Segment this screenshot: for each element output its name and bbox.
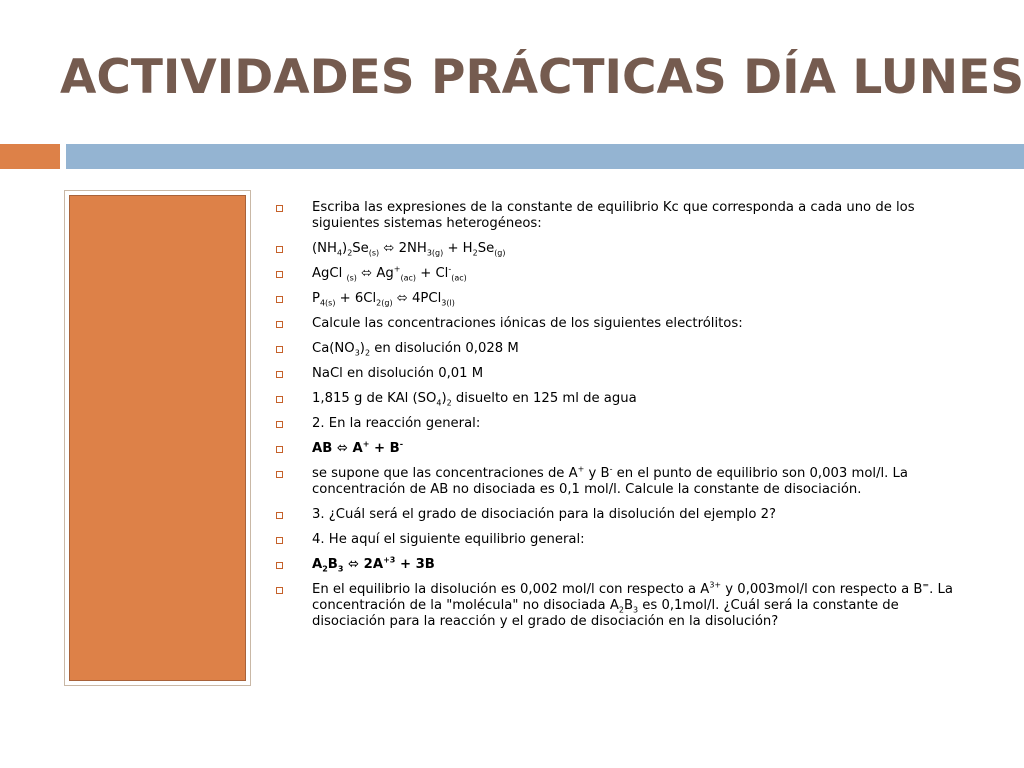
square-bullet-icon [276,321,283,328]
square-bullet-icon [276,512,283,519]
square-bullet-icon [276,205,283,212]
list-item: $P_{4(s)} + 6Cl_{2(g)}$ ⬄ 4PCl$_{3(l)}$ [276,291,966,307]
list-item: $(NH_4)_2Se_{(s)}$ ⬄ $2NH_{3(g)} + H_2Se_{(g)}$ [276,241,966,257]
double-arrow-icon: ⬄ [348,557,360,572]
list-item: $Ca(NO_3)_2$ en disolución 0,028 M [276,341,966,357]
list-item: 2. En la reacción general: [276,416,966,432]
double-arrow-icon: ⬄ [383,241,395,256]
list-item: 3. ¿Cuál será el grado de disociación para la disolución del ejemplo 2? [276,507,966,523]
list-item: $A_2B_3$ ⬄ $2A^{+3} + 3B$ [276,557,966,573]
list-item: AB ⬄ A+ + B- [276,441,966,457]
list-item: AgCl $_{(s)}$ ⬄ $Ag^+_{(ac)} + Cl^-_{(ac)}$ [276,266,966,282]
square-bullet-icon [276,537,283,544]
square-bullet-icon [276,562,283,569]
list-item: Escriba las expresiones de la constante de equilibrio Kc que corresponda a cada uno de los siguientes sistemas heterogéneos: [276,200,966,232]
slide-title: ACTIVIDADES PRÁCTICAS DÍA LUNES [60,50,1024,105]
list-item: 4. He aquí el siguiente equilibrio general: [276,532,966,548]
square-bullet-icon [276,346,283,353]
square-bullet-icon [276,246,283,253]
square-bullet-icon [276,371,283,378]
list-item: Calcule las concentraciones iónicas de los siguientes electrólitos: [276,316,966,332]
square-bullet-icon [276,296,283,303]
square-bullet-icon [276,587,283,594]
orange-side-panel [69,195,246,681]
list-item: En el equilibrio la disolución es 0,002 mol/l con respecto a $A^{3+}$ y 0,003mol/l con respecto a B=. La concentración de la "molécula" no disociada $A_2B_3$ es 0,1mol/l. ¿Cuál será la constante de disociación para la reacción y el grado de disociación en la disolución? [276,582,966,630]
square-bullet-icon [276,421,283,428]
list-item: 1,815 g de KAl $(SO_4)_2$ disuelto en 125 ml de agua [276,391,966,407]
activity-list [276,200,966,639]
list-item: NaCl en disolución 0,01 M [276,366,966,382]
square-bullet-icon [276,471,283,478]
square-bullet-icon [276,446,283,453]
double-arrow-icon: ⬄ [361,266,373,281]
double-arrow-icon: ⬄ [396,291,408,306]
square-bullet-icon [276,271,283,278]
double-arrow-icon: ⬄ [336,441,348,456]
list-item: se supone que las concentraciones de A+ y B- en el punto de equilibrio son 0,003 mol/l. La concentración de AB no disociada es 0,1 mol/l. Calcule la constante de disociación. [276,466,966,498]
orange-accent-bar [0,144,60,169]
square-bullet-icon [276,396,283,403]
blue-accent-bar [66,144,1024,169]
